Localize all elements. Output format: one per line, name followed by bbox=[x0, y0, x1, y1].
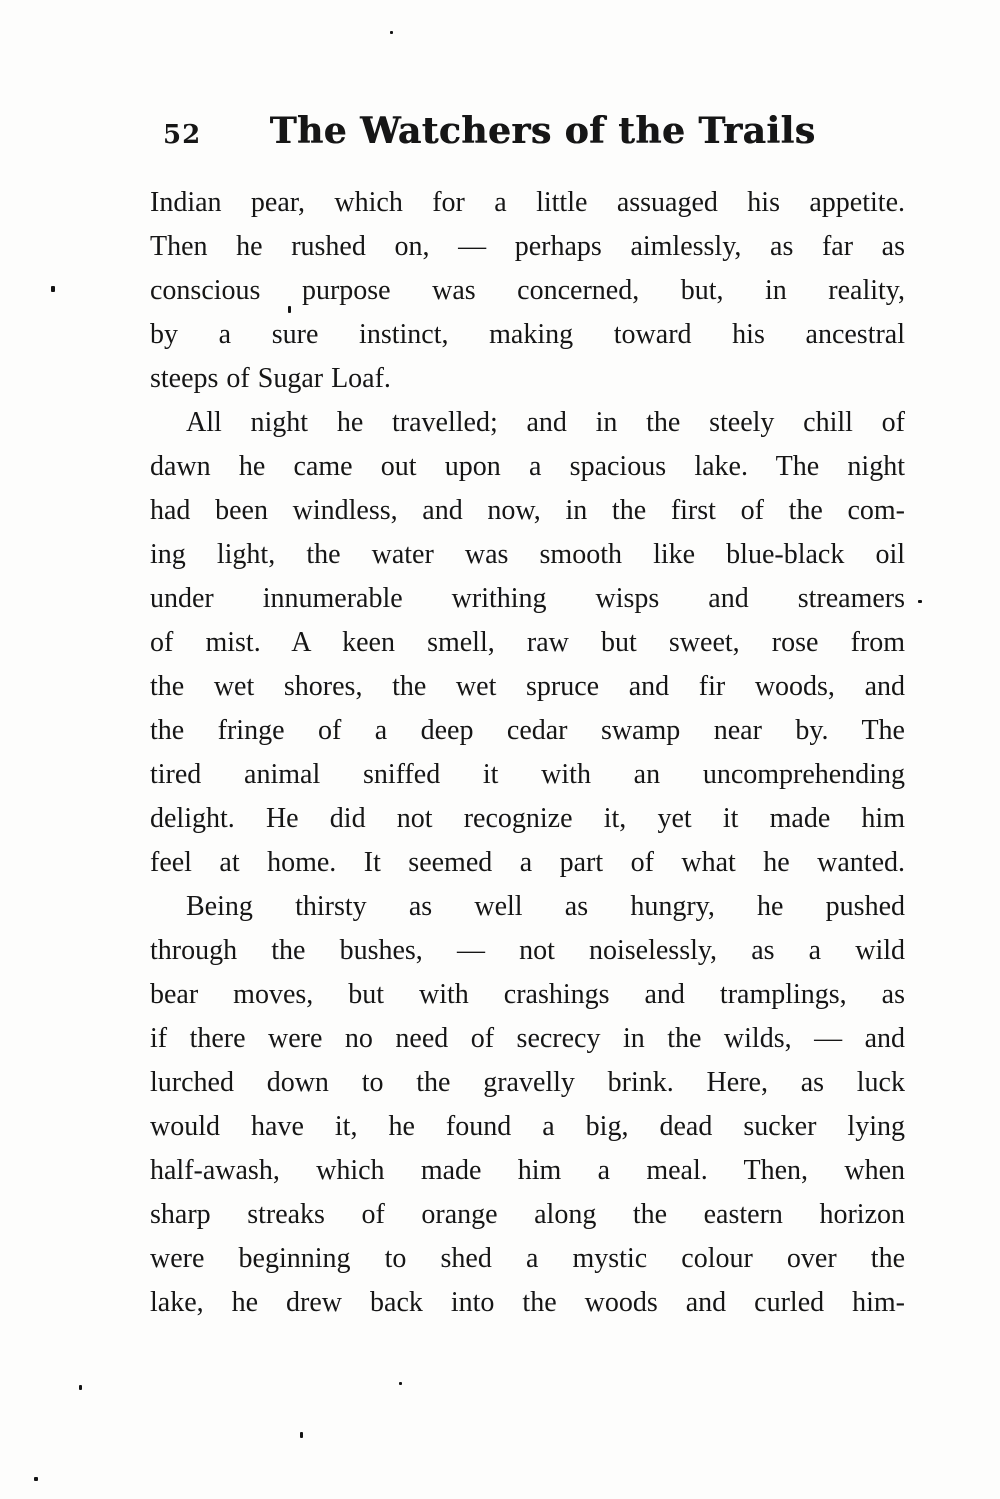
text-line: the wet shores, the wet spruce and fir woods, and bbox=[150, 671, 905, 702]
scan-speck bbox=[300, 1432, 303, 1438]
text-line: were beginning to shed a mystic colour over the bbox=[150, 1243, 905, 1274]
text-line: dawn he came out upon a spacious lake. The night bbox=[150, 451, 905, 482]
text-line: Being thirsty as well as hungry, he pushed bbox=[186, 891, 905, 922]
text-block bbox=[150, 181, 905, 1325]
text-line: lake, he drew back into the woods and curled him- bbox=[150, 1287, 905, 1318]
text-line: All night he travelled; and in the steely chill of bbox=[186, 407, 905, 438]
running-title: The Watchers of the Trails bbox=[269, 110, 816, 152]
text-line: had been windless, and now, in the first of the com- bbox=[150, 495, 905, 526]
scan-speck bbox=[399, 1382, 402, 1385]
text-line: delight. He did not recognize it, yet it made him bbox=[150, 803, 905, 834]
scan-speck bbox=[918, 600, 922, 603]
text-line: feel at home. It seemed a part of what he wanted. bbox=[150, 847, 905, 878]
scan-speck bbox=[34, 1477, 38, 1481]
text-line: by a sure instinct, making toward his ancestral bbox=[150, 319, 905, 350]
scan-speck bbox=[288, 306, 291, 313]
text-line: if there were no need of secrecy in the wilds, — and bbox=[150, 1023, 905, 1054]
text-line: sharp streaks of orange along the eastern horizon bbox=[150, 1199, 905, 1230]
text-line: Indian pear, which for a little assuaged his appetite. bbox=[150, 187, 905, 218]
page-header bbox=[0, 110, 1000, 158]
text-line: conscious purpose was concerned, but, in reality, bbox=[150, 275, 905, 306]
text-line: lurched down to the gravelly brink. Here, as luck bbox=[150, 1067, 905, 1098]
text-line: tired animal sniffed it with an uncomprehending bbox=[150, 759, 905, 790]
text-line: steeps of Sugar Loaf. bbox=[150, 363, 391, 394]
page-number: 52 bbox=[163, 120, 202, 150]
text-line: Then he rushed on, — perhaps aimlessly, as far as bbox=[150, 231, 905, 262]
text-line: ing light, the water was smooth like blue-black oil bbox=[150, 539, 905, 570]
text-line: the fringe of a deep cedar swamp near by. The bbox=[150, 715, 905, 746]
scan-speck bbox=[79, 1385, 82, 1390]
text-line: under innumerable writhing wisps and streamers bbox=[150, 583, 905, 614]
text-line: half-awash, which made him a meal. Then, when bbox=[150, 1155, 905, 1186]
scan-speck bbox=[51, 286, 55, 292]
scan-speck bbox=[390, 31, 393, 34]
text-line: through the bushes, — not noiselessly, as a wild bbox=[150, 935, 905, 966]
text-line: of mist. A keen smell, raw but sweet, rose from bbox=[150, 627, 905, 658]
text-line: bear moves, but with crashings and tramplings, as bbox=[150, 979, 905, 1010]
text-line: would have it, he found a big, dead sucker lying bbox=[150, 1111, 905, 1142]
